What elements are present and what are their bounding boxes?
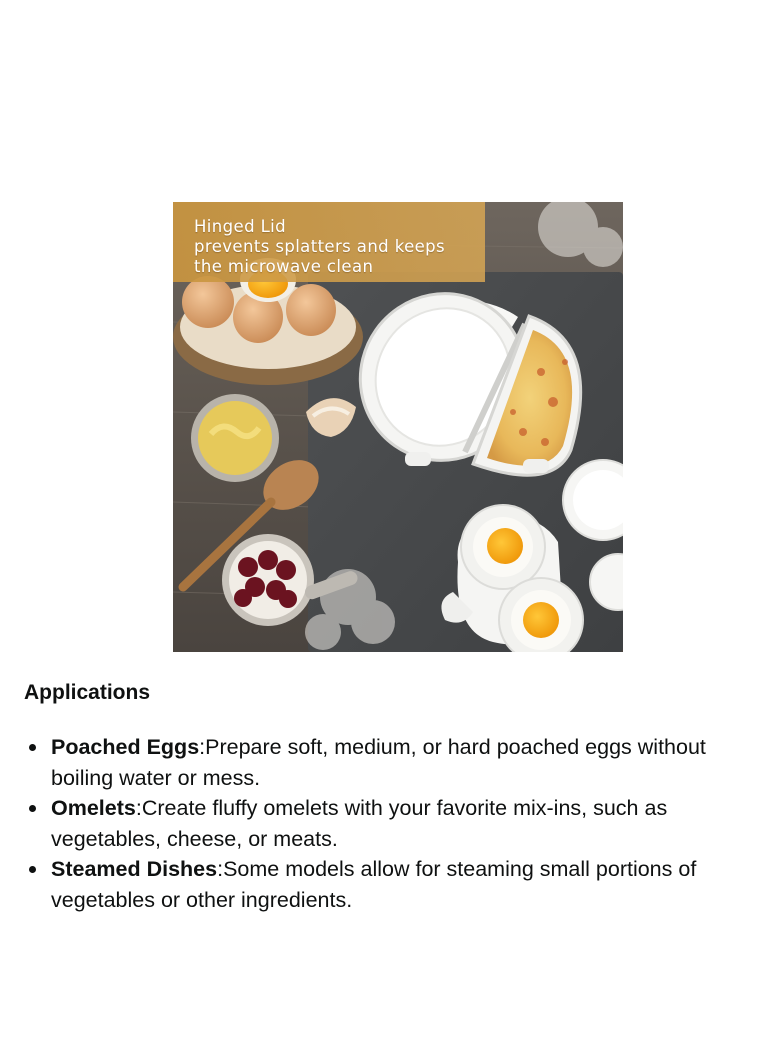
section-title: Applications — [24, 681, 151, 704]
bullet-icon — [29, 805, 36, 812]
feature-separator: : — [199, 735, 206, 759]
egg-yolk — [523, 602, 559, 638]
feature-separator: : — [135, 796, 142, 820]
bullet-icon — [29, 866, 36, 873]
feature-item — [24, 793, 754, 854]
features-list — [24, 732, 754, 915]
banner-caption — [194, 217, 494, 277]
banner-line: prevents splatters and keeps — [194, 237, 446, 256]
feature-item — [24, 854, 754, 915]
feature-term: Omelets — [51, 796, 136, 820]
banner-line: Hinged Lid — [194, 217, 287, 236]
feature-item — [24, 732, 754, 793]
feature-description: Create fluffy omelets with your favorite mix-ins, such as vegetables, cheese, or meats. — [51, 796, 668, 851]
mustard-bowl — [191, 394, 279, 482]
banner-line: the microwave clean — [194, 257, 374, 276]
egg — [182, 276, 234, 328]
product-photo — [173, 202, 623, 652]
feature-separator: : — [217, 857, 224, 881]
feature-description: Prepare soft, medium, or hard poached eggs without boiling water or mess. — [51, 735, 706, 790]
feature-term: Poached Eggs — [51, 735, 200, 759]
egg — [286, 284, 336, 336]
feature-description: Some models allow for steaming small portions of vegetables or other ingredients. — [51, 857, 697, 912]
feature-term: Steamed Dishes — [51, 857, 218, 881]
egg-yolk — [487, 528, 523, 564]
bullet-icon — [29, 744, 36, 751]
